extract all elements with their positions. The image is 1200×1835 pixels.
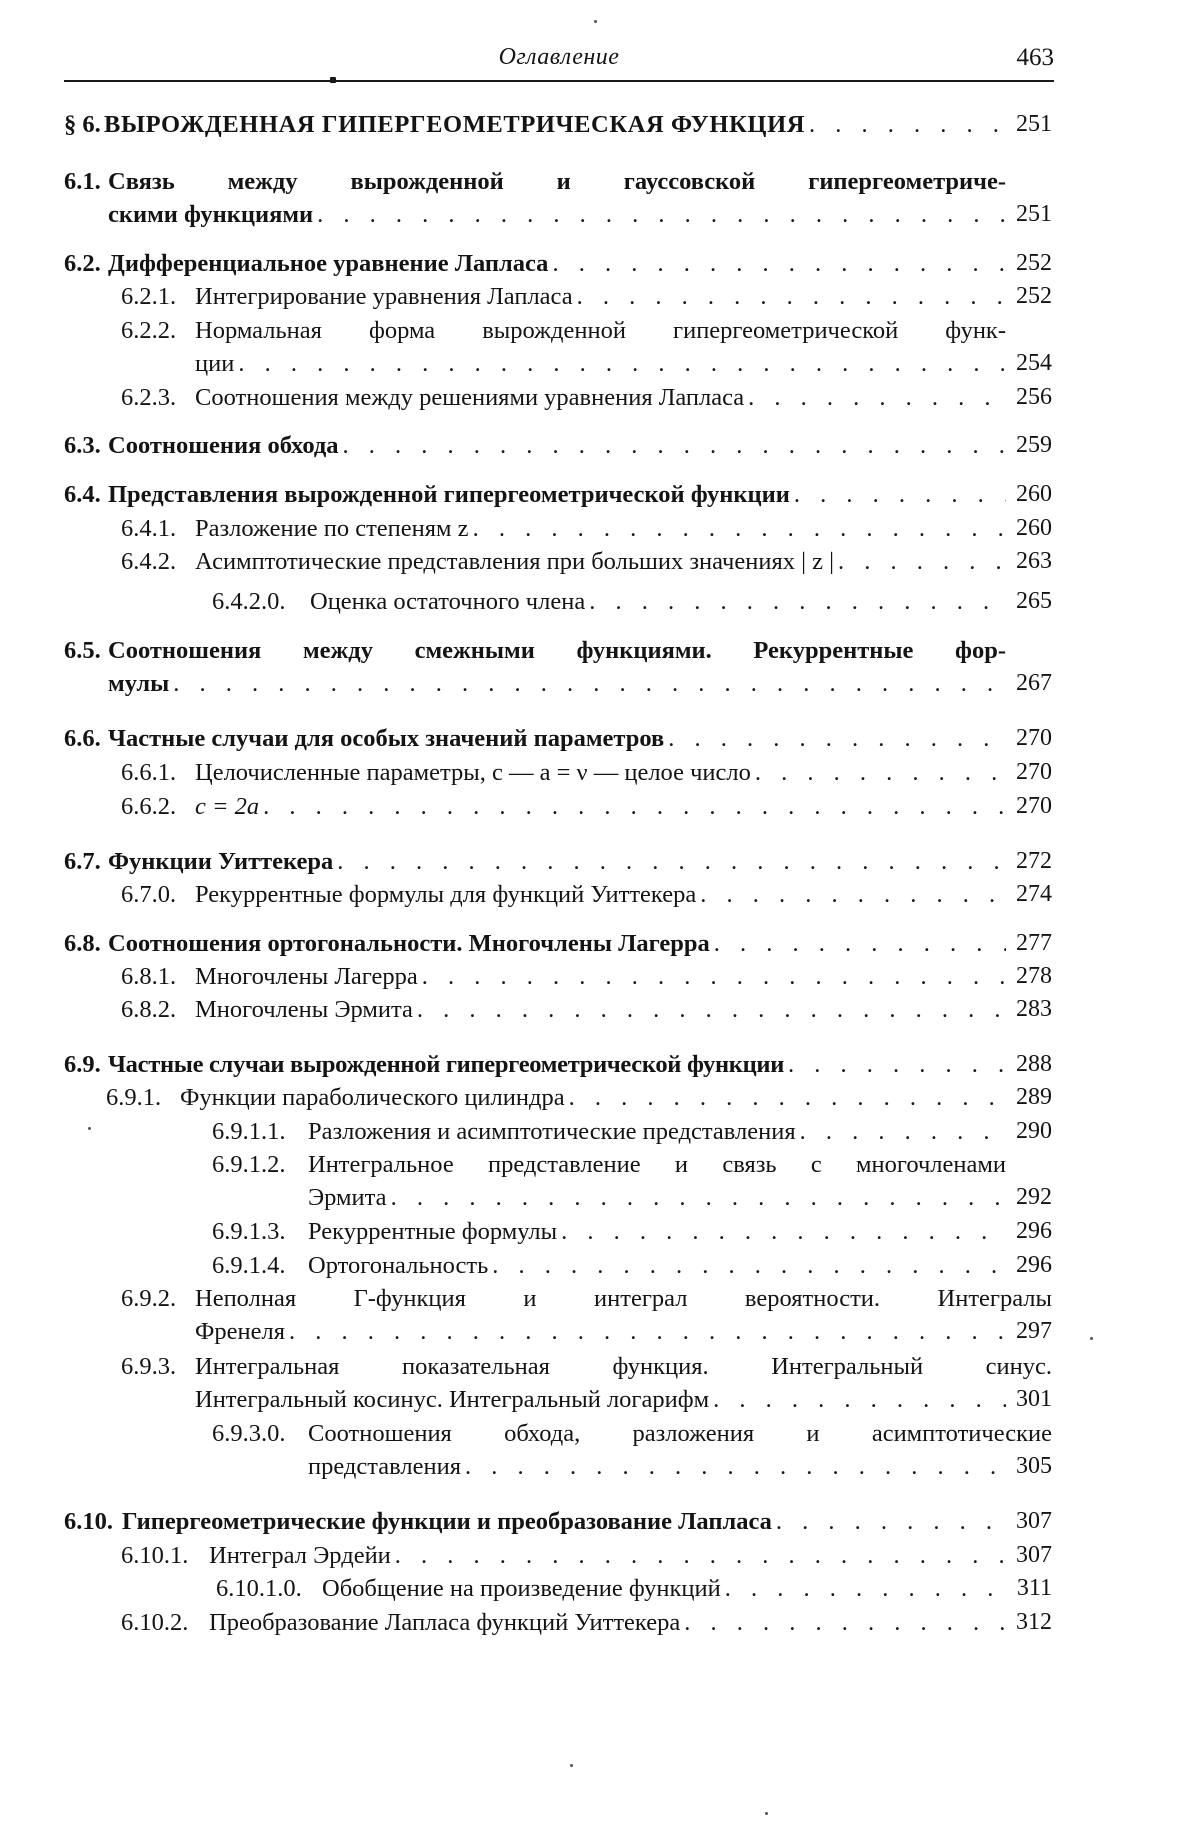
- toc-title: Многочлены Лагерра: [195, 963, 418, 990]
- toc-title: Соотношения ортогональности. Многочлены Лагерра: [108, 930, 710, 957]
- dot-leader: [561, 1215, 1006, 1248]
- dot-leader: [317, 198, 1006, 231]
- toc-title-line-2: скими функциями: [108, 201, 314, 228]
- dot-leader: [238, 347, 1006, 380]
- toc-title: Интеграл Эрдейи: [209, 1542, 391, 1569]
- toc-number: 6.4.: [64, 481, 101, 508]
- dot-leader: [589, 585, 1006, 618]
- toc-page: 256: [1016, 384, 1052, 410]
- toc-number: 6.2.2.: [121, 317, 177, 344]
- toc-number: 6.9.1.3.: [212, 1218, 286, 1245]
- dot-leader: [337, 845, 1006, 878]
- dot-leader: [668, 722, 1006, 755]
- toc-number: 6.7.: [64, 848, 101, 875]
- toc-title-line-2: Эрмита: [308, 1184, 387, 1211]
- dot-leader: [343, 429, 1006, 462]
- toc-title: Интегрирование уравнения Лапласа: [195, 283, 573, 310]
- toc-page: 290: [1016, 1118, 1052, 1144]
- toc-title: Гипергеометрические функции и преобразование Лапласа: [122, 1508, 772, 1535]
- dot-leader: [809, 108, 1006, 141]
- toc-title-line-1: Неполная Г-функция и интеграл вероятности. Интегралы: [195, 1285, 1052, 1312]
- scan-speck: [570, 1764, 573, 1767]
- toc-title: Преобразование Лапласа функций Уиттекера: [209, 1609, 681, 1636]
- dot-leader: [569, 1081, 1006, 1114]
- toc-page: 252: [1016, 283, 1052, 309]
- dot-leader: [714, 927, 1006, 960]
- dot-leader: [794, 478, 1006, 511]
- dot-leader: [492, 1249, 1006, 1282]
- dot-leader: [748, 381, 1006, 414]
- toc-number: 6.4.2.0.: [212, 588, 286, 615]
- scan-speck: [594, 20, 597, 23]
- toc-number: 6.9.: [64, 1051, 101, 1078]
- toc-page: 259: [1016, 432, 1052, 458]
- toc-page: 254: [1016, 350, 1052, 376]
- toc-page: 277: [1016, 930, 1052, 956]
- toc-page: 305: [1016, 1453, 1052, 1479]
- toc-page: 260: [1016, 481, 1052, 507]
- toc-number: 6.6.: [64, 725, 101, 752]
- toc-page: 292: [1016, 1184, 1052, 1210]
- toc-title: Многочлены Эрмита: [195, 996, 413, 1023]
- dot-leader: [395, 1539, 1006, 1572]
- toc-page: 288: [1016, 1051, 1052, 1077]
- dot-leader: [473, 512, 1006, 545]
- toc-title: Соотношения обхода: [108, 432, 339, 459]
- toc-number: 6.8.1.: [121, 963, 177, 990]
- toc-page: 260: [1016, 515, 1052, 541]
- scan-speck: [1090, 1337, 1093, 1340]
- toc-title: Ортогональность: [308, 1252, 489, 1279]
- toc-page: 283: [1016, 996, 1052, 1022]
- toc-page: 267: [1016, 670, 1052, 696]
- toc-number: 6.4.1.: [121, 515, 177, 542]
- toc-title: Рекуррентные формулы для функций Уиттекера: [195, 881, 697, 908]
- toc-number: 6.10.1.0.: [216, 1575, 302, 1602]
- toc-number: 6.2.3.: [121, 384, 177, 411]
- toc-title: Функции параболического цилиндра: [180, 1084, 565, 1111]
- toc-number: 6.3.: [64, 432, 101, 459]
- toc-page: 296: [1016, 1252, 1052, 1278]
- toc-title-line-1: Интегральная показательная функция. Интегральный синус.: [195, 1353, 1052, 1380]
- toc-title: Частные случаи для особых значений параметров: [108, 725, 665, 752]
- toc-title: Разложения и асимптотические представления: [308, 1118, 796, 1145]
- toc-title-line-1: Интегральное представление и связь с многочленами: [308, 1151, 1006, 1178]
- dot-leader: [173, 667, 1006, 700]
- toc-number: 6.2.: [64, 250, 101, 277]
- toc-number: 6.10.: [64, 1508, 113, 1535]
- dot-leader: [552, 247, 1006, 280]
- toc-title: Соотношения между решениями уравнения Лапласа: [195, 384, 745, 411]
- toc-title-line-2: мулы: [108, 670, 170, 697]
- toc-title: Представления вырожденной гипергеометрической функции: [108, 481, 790, 508]
- toc-title: Дифференциальное уравнение Лапласа: [108, 250, 549, 277]
- dot-leader: [800, 1115, 1006, 1148]
- dot-leader: [838, 545, 1006, 578]
- toc-title-line-2: ции: [195, 350, 235, 377]
- toc-number: 6.9.1.: [106, 1084, 162, 1111]
- toc-page: 301: [1016, 1386, 1052, 1412]
- dot-leader: [577, 280, 1006, 313]
- toc-page: 251: [1016, 111, 1052, 137]
- toc-page: 270: [1016, 725, 1052, 751]
- dot-leader: [776, 1505, 1006, 1538]
- toc-number: 6.8.: [64, 930, 101, 957]
- toc-page: 270: [1016, 793, 1052, 819]
- toc-number: 6.9.1.4.: [212, 1252, 286, 1279]
- dot-leader: [422, 960, 1006, 993]
- toc-number: 6.10.1.: [121, 1542, 189, 1569]
- toc-number: 6.9.1.1.: [212, 1118, 286, 1145]
- toc-page: 274: [1016, 881, 1052, 907]
- toc-title: Функции Уиттекера: [108, 848, 334, 875]
- toc-page: 270: [1016, 759, 1052, 785]
- toc-number: 6.10.2.: [121, 1609, 189, 1636]
- toc-number: 6.2.1.: [121, 283, 177, 310]
- toc-number: 6.9.2.: [121, 1285, 177, 1312]
- toc-title-line-1: Нормальная форма вырожденной гипергеометрической функ-: [195, 317, 1006, 344]
- toc-title-line-1: Соотношения обхода, разложения и асимптотические: [308, 1420, 1052, 1447]
- toc-title: Асимптотические представления при больших значениях | z |: [195, 548, 835, 575]
- toc-number: 6.4.2.: [121, 548, 177, 575]
- dot-leader: [465, 1450, 1006, 1483]
- running-title: Оглавление: [498, 44, 620, 70]
- page-number: 463: [1016, 44, 1054, 71]
- toc-number: 6.6.1.: [121, 759, 177, 786]
- toc-number: 6.8.2.: [121, 996, 177, 1023]
- toc-page: 272: [1016, 848, 1052, 874]
- toc-number: 6.7.0.: [121, 881, 177, 908]
- toc-number: 6.9.3.: [121, 1353, 177, 1380]
- dot-leader: [391, 1181, 1006, 1214]
- dot-leader: [289, 1315, 1006, 1348]
- toc-title-line-2: Френеля: [195, 1318, 285, 1345]
- toc-title: Обобщение на произведение функций: [322, 1575, 721, 1602]
- toc-title-line-2: представления: [308, 1453, 461, 1480]
- toc-number: 6.6.2.: [121, 793, 177, 820]
- toc-page: 263: [1016, 548, 1052, 574]
- dot-leader: [788, 1048, 1006, 1081]
- dot-leader: [713, 1383, 1006, 1416]
- toc-title-line-2: Интегральный косинус. Интегральный логарифм: [195, 1386, 710, 1413]
- toc-page: 311: [1016, 1575, 1052, 1601]
- toc-page: 251: [1016, 201, 1052, 227]
- scan-speck: [765, 1812, 768, 1815]
- toc-page: 252: [1016, 250, 1052, 276]
- toc-page: 289: [1016, 1084, 1052, 1110]
- toc-page: 297: [1016, 1318, 1052, 1344]
- toc-title-line-1: Связь между вырожденной и гауссовской гипергеометриче-: [108, 168, 1006, 195]
- toc-title-line-1: Соотношения между смежными функциями. Рекуррентные фор-: [108, 637, 1006, 664]
- dot-leader: [700, 878, 1006, 911]
- toc-number: 6.5.: [64, 637, 101, 664]
- toc-number: § 6.: [64, 111, 101, 138]
- toc-title: ВЫРОЖДЕННАЯ ГИПЕРГЕОМЕТРИЧЕСКАЯ ФУНКЦИЯ: [104, 111, 806, 138]
- toc-page: 296: [1016, 1218, 1052, 1244]
- toc-page: 307: [1016, 1542, 1052, 1568]
- dot-leader: [684, 1606, 1006, 1639]
- toc-title: Рекуррентные формулы: [308, 1218, 558, 1245]
- scan-speck: [88, 1127, 91, 1130]
- toc-title: Разложение по степеням z: [195, 515, 469, 542]
- toc-page: 265: [1016, 588, 1052, 614]
- dot-leader: [417, 993, 1006, 1026]
- toc-page: 312: [1016, 1609, 1052, 1635]
- toc-title: c = 2a: [195, 793, 260, 820]
- toc-number: 6.9.3.0.: [212, 1420, 286, 1447]
- toc-title: Оценка остаточного члена: [310, 588, 586, 615]
- toc-page: 278: [1016, 963, 1052, 989]
- toc-number: 6.9.1.2.: [212, 1151, 286, 1178]
- toc-page: 307: [1016, 1508, 1052, 1534]
- toc-number: 6.1.: [64, 168, 101, 195]
- toc-title: Частные случаи вырожденной гипергеометрической функции: [108, 1051, 785, 1078]
- dot-leader: [725, 1572, 1006, 1605]
- toc-title: Целочисленные параметры, c — a = ν — целое число: [195, 759, 751, 786]
- dot-leader: [263, 790, 1006, 823]
- dot-leader: [755, 756, 1006, 789]
